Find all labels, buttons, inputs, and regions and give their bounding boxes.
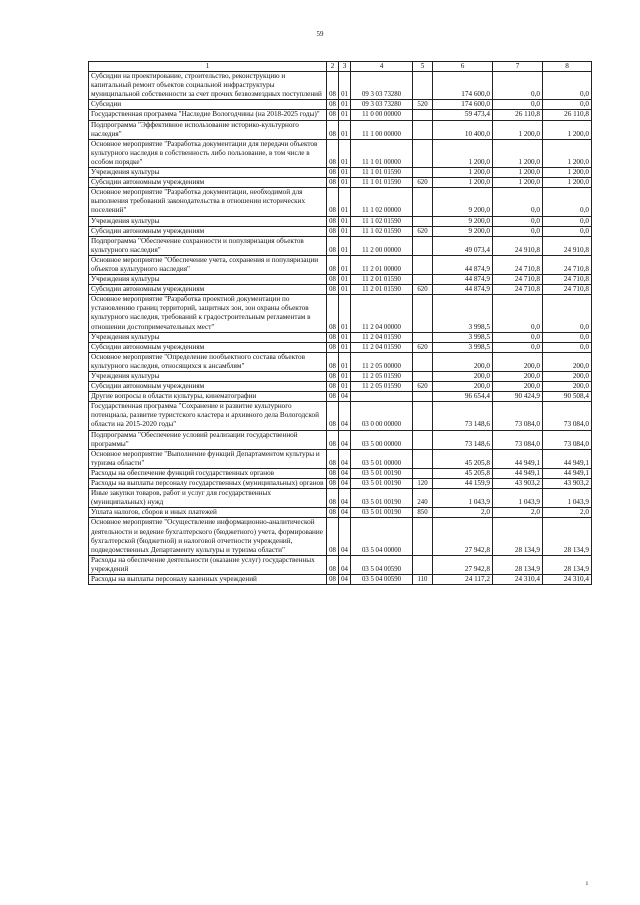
cell-amount-2019: 9 200,0 <box>433 226 493 236</box>
cell-amount-2020: 0,0 <box>493 295 543 332</box>
cell-amount-2021: 24 910,8 <box>543 236 592 255</box>
cell-expense-type <box>413 255 433 274</box>
cell-amount-2021: 43 903,2 <box>543 479 592 489</box>
cell-amount-2019: 3 998,5 <box>433 295 493 332</box>
cell-section: 08 <box>327 178 339 188</box>
table-row <box>89 392 592 402</box>
cell-expense-type <box>413 168 433 178</box>
cell-section: 08 <box>327 295 339 332</box>
cell-name: Субсидии на проектирование, строительство, реконструкцию и капитальный ремонт объектов социальной инфраструктуры муниципальной собственности за счет прочих безвозмездных поступлений <box>89 72 327 100</box>
cell-subsection: 04 <box>339 479 351 489</box>
cell-amount-2020: 1 200,0 <box>493 168 543 178</box>
cell-section: 08 <box>327 255 339 274</box>
cell-amount-2021: 0,0 <box>543 216 592 226</box>
cell-target-code: 11 1 01 01590 <box>351 178 413 188</box>
cell-amount-2021: 1 200,0 <box>543 168 592 178</box>
cell-amount-2020: 24 710,8 <box>493 275 543 285</box>
cell-name: Основное мероприятие "Осуществление информационно-аналитической деятельности и ведение бухгалтерского (бюджетного) учета, формирование бухгалтерской (бюджетной) и налоговой отчетности учреждений, подведомственных Департаменту культуры и туризма области" <box>89 518 327 555</box>
cell-amount-2020: 0,0 <box>493 188 543 216</box>
cell-expense-type: 110 <box>413 574 433 584</box>
cell-amount-2020: 24 910,8 <box>493 236 543 255</box>
cell-amount-2020: 1 043,9 <box>493 489 543 508</box>
cell-amount-2020: 0,0 <box>493 72 543 100</box>
cell-expense-type <box>413 72 433 100</box>
cell-amount-2021: 26 110,8 <box>543 110 592 120</box>
cell-amount-2019: 73 148,6 <box>433 430 493 449</box>
table-row <box>89 110 592 120</box>
cell-amount-2021: 0,0 <box>543 342 592 352</box>
cell-amount-2020: 24 710,8 <box>493 285 543 295</box>
cell-target-code: 11 1 01 01590 <box>351 168 413 178</box>
table-row <box>89 382 592 392</box>
cell-target-code: 11 2 00 00000 <box>351 236 413 255</box>
cell-amount-2019: 44 159,9 <box>433 479 493 489</box>
cell-amount-2021: 2,0 <box>543 508 592 518</box>
header-col-7: 7 <box>493 62 543 72</box>
cell-target-code: 03 5 01 00190 <box>351 468 413 478</box>
cell-target-code: 03 5 01 00190 <box>351 508 413 518</box>
cell-subsection: 01 <box>339 139 351 167</box>
cell-amount-2021: 1 200,0 <box>543 120 592 139</box>
cell-amount-2019: 1 200,0 <box>433 168 493 178</box>
cell-expense-type: 520 <box>413 100 433 110</box>
cell-amount-2019: 1 200,0 <box>433 178 493 188</box>
cell-name: Подпрограмма "Обеспечение условий реализации государственной программы" <box>89 430 327 449</box>
cell-amount-2021: 0,0 <box>543 72 592 100</box>
cell-section: 08 <box>327 489 339 508</box>
cell-target-code: 11 2 04 01590 <box>351 332 413 342</box>
cell-target-code: 11 1 00 00000 <box>351 120 413 139</box>
table-row <box>89 139 592 167</box>
cell-expense-type: 850 <box>413 508 433 518</box>
cell-subsection: 01 <box>339 168 351 178</box>
cell-target-code: 11 2 01 00000 <box>351 255 413 274</box>
cell-section: 08 <box>327 449 339 468</box>
cell-expense-type <box>413 332 433 342</box>
cell-section: 08 <box>327 110 339 120</box>
cell-amount-2020: 1 200,0 <box>493 120 543 139</box>
table-row <box>89 508 592 518</box>
cell-name: Государственная программа "Сохранение и развитие культурного потенциала, развитие туристского кластера и архивного дела Вологодской области на 2015-2020 годы" <box>89 402 327 430</box>
cell-expense-type <box>413 402 433 430</box>
cell-amount-2019: 44 874,9 <box>433 255 493 274</box>
cell-amount-2021: 200,0 <box>543 372 592 382</box>
header-col-8: 8 <box>543 62 592 72</box>
cell-subsection: 04 <box>339 574 351 584</box>
cell-expense-type: 620 <box>413 178 433 188</box>
cell-amount-2021: 28 134,9 <box>543 518 592 555</box>
cell-amount-2019: 3 998,5 <box>433 342 493 352</box>
cell-amount-2020: 1 200,0 <box>493 139 543 167</box>
cell-subsection: 01 <box>339 342 351 352</box>
table-row <box>89 430 592 449</box>
cell-amount-2020: 0,0 <box>493 100 543 110</box>
table-row <box>89 255 592 274</box>
edge-mark: ı <box>586 879 588 887</box>
cell-name: Расходы на выплаты персоналу государственных (муниципальных) органов <box>89 479 327 489</box>
cell-section: 08 <box>327 120 339 139</box>
table-row <box>89 574 592 584</box>
cell-name: Учреждения культуры <box>89 332 327 342</box>
cell-amount-2019: 45 205,8 <box>433 449 493 468</box>
cell-expense-type <box>413 518 433 555</box>
cell-section: 08 <box>327 555 339 574</box>
cell-amount-2021: 0,0 <box>543 226 592 236</box>
header-col-2: 2 <box>327 62 339 72</box>
cell-expense-type <box>413 275 433 285</box>
cell-subsection: 01 <box>339 120 351 139</box>
cell-amount-2020: 24 710,8 <box>493 255 543 274</box>
cell-amount-2020: 28 134,9 <box>493 518 543 555</box>
cell-section: 08 <box>327 372 339 382</box>
cell-subsection: 01 <box>339 295 351 332</box>
header-col-4: 4 <box>351 62 413 72</box>
cell-amount-2020: 200,0 <box>493 372 543 382</box>
cell-expense-type <box>413 216 433 226</box>
cell-target-code: 03 5 01 00000 <box>351 449 413 468</box>
cell-amount-2021: 0,0 <box>543 188 592 216</box>
cell-target-code: 11 1 02 01590 <box>351 216 413 226</box>
table-row <box>89 100 592 110</box>
cell-subsection: 01 <box>339 100 351 110</box>
cell-section: 08 <box>327 574 339 584</box>
table-row <box>89 518 592 555</box>
cell-section: 08 <box>327 342 339 352</box>
cell-amount-2020: 1 200,0 <box>493 178 543 188</box>
cell-target-code: 11 2 01 01590 <box>351 285 413 295</box>
cell-target-code: 11 2 05 01590 <box>351 372 413 382</box>
cell-name: Субсидии <box>89 100 327 110</box>
cell-amount-2021: 24 710,8 <box>543 285 592 295</box>
cell-amount-2020: 28 134,9 <box>493 555 543 574</box>
cell-amount-2019: 1 043,9 <box>433 489 493 508</box>
cell-subsection: 01 <box>339 216 351 226</box>
cell-amount-2019: 200,0 <box>433 382 493 392</box>
cell-target-code: 11 1 02 01590 <box>351 226 413 236</box>
cell-section: 08 <box>327 392 339 402</box>
cell-name: Учреждения культуры <box>89 372 327 382</box>
cell-section: 08 <box>327 236 339 255</box>
cell-subsection: 01 <box>339 352 351 371</box>
cell-amount-2021: 44 949,1 <box>543 468 592 478</box>
cell-amount-2019: 96 654,4 <box>433 392 493 402</box>
cell-amount-2020: 43 903,2 <box>493 479 543 489</box>
cell-amount-2019: 174 600,0 <box>433 100 493 110</box>
header-col-3: 3 <box>339 62 351 72</box>
cell-subsection: 04 <box>339 402 351 430</box>
cell-section: 08 <box>327 216 339 226</box>
cell-expense-type <box>413 430 433 449</box>
cell-amount-2021: 90 508,4 <box>543 392 592 402</box>
cell-target-code: 03 5 00 00000 <box>351 430 413 449</box>
cell-amount-2021: 1 200,0 <box>543 139 592 167</box>
cell-name: Субсидии автономным учреждениям <box>89 226 327 236</box>
page-number: 59 <box>316 30 324 38</box>
table-row <box>89 489 592 508</box>
cell-amount-2019: 200,0 <box>433 352 493 371</box>
cell-target-code: 09 3 03 73280 <box>351 72 413 100</box>
cell-amount-2021: 24 310,4 <box>543 574 592 584</box>
cell-amount-2019: 10 400,0 <box>433 120 493 139</box>
table-row <box>89 226 592 236</box>
cell-amount-2019: 27 942,8 <box>433 518 493 555</box>
cell-amount-2019: 49 073,4 <box>433 236 493 255</box>
cell-expense-type: 620 <box>413 342 433 352</box>
cell-subsection: 04 <box>339 468 351 478</box>
cell-section: 08 <box>327 226 339 236</box>
cell-subsection: 01 <box>339 255 351 274</box>
cell-subsection: 01 <box>339 226 351 236</box>
cell-section: 08 <box>327 518 339 555</box>
cell-amount-2019: 44 874,9 <box>433 285 493 295</box>
cell-name: Государственная программа "Наследие Вологодчины (на 2018-2025 годы)" <box>89 110 327 120</box>
cell-expense-type: 240 <box>413 489 433 508</box>
cell-amount-2021: 24 710,8 <box>543 255 592 274</box>
cell-amount-2020: 0,0 <box>493 342 543 352</box>
cell-expense-type <box>413 468 433 478</box>
cell-name: Основное мероприятие "Определение пообъектного состава объектов культурного наследия, относящихся к ансамблям" <box>89 352 327 371</box>
cell-section: 08 <box>327 139 339 167</box>
cell-section: 08 <box>327 402 339 430</box>
cell-subsection: 01 <box>339 110 351 120</box>
cell-subsection: 01 <box>339 382 351 392</box>
cell-amount-2021: 44 949,1 <box>543 449 592 468</box>
table-row <box>89 120 592 139</box>
cell-target-code: 03 5 01 00190 <box>351 479 413 489</box>
cell-amount-2021: 1 200,0 <box>543 178 592 188</box>
cell-name: Учреждения культуры <box>89 275 327 285</box>
cell-target-code: 11 2 04 01590 <box>351 342 413 352</box>
cell-section: 08 <box>327 468 339 478</box>
cell-section: 08 <box>327 285 339 295</box>
cell-subsection: 01 <box>339 178 351 188</box>
cell-expense-type <box>413 392 433 402</box>
table-body <box>89 72 592 585</box>
cell-name: Основное мероприятие "Выполнение функций Департаментом культуры и туризма области" <box>89 449 327 468</box>
table-row <box>89 178 592 188</box>
table-row <box>89 216 592 226</box>
table-row <box>89 555 592 574</box>
cell-amount-2020: 24 310,4 <box>493 574 543 584</box>
table-row <box>89 72 592 100</box>
cell-section: 08 <box>327 188 339 216</box>
cell-section: 08 <box>327 72 339 100</box>
cell-amount-2019: 9 200,0 <box>433 216 493 226</box>
cell-subsection: 01 <box>339 332 351 342</box>
cell-expense-type <box>413 139 433 167</box>
cell-section: 08 <box>327 275 339 285</box>
cell-section: 08 <box>327 430 339 449</box>
cell-section: 08 <box>327 168 339 178</box>
cell-name: Иные закупки товаров, работ и услуг для государственных (муниципальных) нужд <box>89 489 327 508</box>
header-col-5: 5 <box>413 62 433 72</box>
table-row <box>89 402 592 430</box>
cell-subsection: 01 <box>339 188 351 216</box>
cell-expense-type: 120 <box>413 479 433 489</box>
cell-amount-2019: 2,0 <box>433 508 493 518</box>
cell-amount-2020: 0,0 <box>493 226 543 236</box>
cell-amount-2020: 90 424,9 <box>493 392 543 402</box>
cell-section: 08 <box>327 352 339 371</box>
cell-name: Учреждения культуры <box>89 216 327 226</box>
table-row <box>89 372 592 382</box>
cell-name: Субсидии автономным учреждениям <box>89 178 327 188</box>
cell-target-code: 11 1 01 00000 <box>351 139 413 167</box>
cell-name: Основное мероприятие "Разработка документации, необходимой для выполнения требований законодательства в отношении исторических поселений" <box>89 188 327 216</box>
cell-amount-2021: 0,0 <box>543 295 592 332</box>
cell-subsection: 04 <box>339 555 351 574</box>
table-row <box>89 449 592 468</box>
cell-amount-2021: 1 043,9 <box>543 489 592 508</box>
table-row <box>89 479 592 489</box>
table-row <box>89 188 592 216</box>
cell-amount-2020: 200,0 <box>493 382 543 392</box>
cell-amount-2020: 44 949,1 <box>493 468 543 478</box>
table-row <box>89 285 592 295</box>
cell-amount-2020: 0,0 <box>493 216 543 226</box>
cell-expense-type <box>413 295 433 332</box>
cell-name: Другие вопросы в области культуры, кинематографии <box>89 392 327 402</box>
cell-subsection: 04 <box>339 392 351 402</box>
cell-amount-2021: 0,0 <box>543 100 592 110</box>
cell-subsection: 04 <box>339 508 351 518</box>
cell-name: Подпрограмма "Эффективное использование историко-культурного наследия" <box>89 120 327 139</box>
cell-amount-2020: 44 949,1 <box>493 449 543 468</box>
cell-target-code: 11 1 02 00000 <box>351 188 413 216</box>
cell-expense-type <box>413 555 433 574</box>
table-row <box>89 168 592 178</box>
cell-expense-type: 620 <box>413 226 433 236</box>
cell-target-code: 03 5 04 00590 <box>351 574 413 584</box>
cell-amount-2021: 73 084,0 <box>543 402 592 430</box>
cell-amount-2019: 174 600,0 <box>433 72 493 100</box>
cell-expense-type <box>413 188 433 216</box>
cell-target-code: 03 5 01 00190 <box>351 489 413 508</box>
cell-amount-2021: 200,0 <box>543 352 592 371</box>
cell-amount-2019: 44 874,9 <box>433 275 493 285</box>
cell-name: Расходы на обеспечение деятельности (оказание услуг) государственных учреждений <box>89 555 327 574</box>
cell-amount-2019: 27 942,8 <box>433 555 493 574</box>
cell-name: Учреждения культуры <box>89 168 327 178</box>
cell-target-code: 11 0 00 00000 <box>351 110 413 120</box>
cell-name: Субсидии автономным учреждениям <box>89 342 327 352</box>
cell-amount-2021: 73 084,0 <box>543 430 592 449</box>
cell-name: Основное мероприятие "Обеспечение учета, сохранения и популяризации объектов культурного наследия" <box>89 255 327 274</box>
cell-name: Субсидии автономным учреждениям <box>89 285 327 295</box>
cell-amount-2020: 2,0 <box>493 508 543 518</box>
cell-amount-2019: 24 117,2 <box>433 574 493 584</box>
header-row <box>89 62 592 72</box>
cell-section: 08 <box>327 479 339 489</box>
cell-expense-type: 620 <box>413 285 433 295</box>
table-row <box>89 342 592 352</box>
cell-subsection: 04 <box>339 449 351 468</box>
cell-target-code: 03 5 04 00590 <box>351 555 413 574</box>
cell-section: 08 <box>327 332 339 342</box>
cell-name: Расходы на выплаты персоналу казенных учреждений <box>89 574 327 584</box>
cell-amount-2019: 59 473,4 <box>433 110 493 120</box>
cell-expense-type <box>413 236 433 255</box>
cell-target-code <box>351 392 413 402</box>
cell-section: 08 <box>327 100 339 110</box>
table-row <box>89 468 592 478</box>
cell-expense-type <box>413 352 433 371</box>
cell-subsection: 01 <box>339 275 351 285</box>
cell-amount-2019: 73 148,6 <box>433 402 493 430</box>
header-col-6: 6 <box>433 62 493 72</box>
table-row <box>89 332 592 342</box>
cell-amount-2020: 200,0 <box>493 352 543 371</box>
table-row <box>89 236 592 255</box>
cell-amount-2021: 200,0 <box>543 382 592 392</box>
cell-amount-2019: 1 200,0 <box>433 139 493 167</box>
cell-name: Уплата налогов, сборов и иных платежей <box>89 508 327 518</box>
cell-amount-2021: 28 134,9 <box>543 555 592 574</box>
cell-target-code: 11 2 05 00000 <box>351 352 413 371</box>
cell-amount-2019: 200,0 <box>433 372 493 382</box>
cell-expense-type <box>413 372 433 382</box>
table-row <box>89 275 592 285</box>
cell-name: Основное мероприятие "Разработка проектной документации по установлению границ территорий, защитных зон, зон охраны объектов культурного наследия, требований к градостроительным регламентам в отношении достопримечательных мест" <box>89 295 327 332</box>
cell-subsection: 04 <box>339 518 351 555</box>
cell-expense-type <box>413 110 433 120</box>
cell-name: Подпрограмма "Обеспечение сохранности и популяризация объектов культурного наследия" <box>89 236 327 255</box>
table-row <box>89 352 592 371</box>
cell-amount-2019: 45 205,8 <box>433 468 493 478</box>
cell-subsection: 04 <box>339 430 351 449</box>
cell-target-code: 11 2 01 01590 <box>351 275 413 285</box>
cell-subsection: 01 <box>339 372 351 382</box>
cell-amount-2020: 0,0 <box>493 332 543 342</box>
cell-subsection: 01 <box>339 285 351 295</box>
cell-target-code: 03 0 00 00000 <box>351 402 413 430</box>
cell-amount-2020: 73 084,0 <box>493 430 543 449</box>
cell-section: 08 <box>327 382 339 392</box>
cell-subsection: 04 <box>339 489 351 508</box>
table-row <box>89 295 592 332</box>
cell-amount-2019: 9 200,0 <box>433 188 493 216</box>
cell-amount-2021: 24 710,8 <box>543 275 592 285</box>
cell-target-code: 09 3 03 73280 <box>351 100 413 110</box>
cell-name: Субсидии автономным учреждениям <box>89 382 327 392</box>
cell-subsection: 01 <box>339 72 351 100</box>
header-col-1: 1 <box>89 62 327 72</box>
cell-section: 08 <box>327 508 339 518</box>
cell-amount-2020: 26 110,8 <box>493 110 543 120</box>
cell-name: Основное мероприятие "Разработка документации для передачи объектов культурного наследия в собственность либо пользование, в том числе в особом порядке" <box>89 139 327 167</box>
cell-expense-type <box>413 449 433 468</box>
cell-amount-2019: 3 998,5 <box>433 332 493 342</box>
cell-amount-2020: 73 084,0 <box>493 402 543 430</box>
cell-subsection: 01 <box>339 236 351 255</box>
cell-target-code: 03 5 04 00000 <box>351 518 413 555</box>
budget-table <box>88 61 592 585</box>
cell-target-code: 11 2 05 01590 <box>351 382 413 392</box>
cell-expense-type <box>413 120 433 139</box>
cell-target-code: 11 2 04 00000 <box>351 295 413 332</box>
cell-amount-2021: 0,0 <box>543 332 592 342</box>
cell-expense-type: 620 <box>413 382 433 392</box>
cell-name: Расходы на обеспечение функций государственных органов <box>89 468 327 478</box>
